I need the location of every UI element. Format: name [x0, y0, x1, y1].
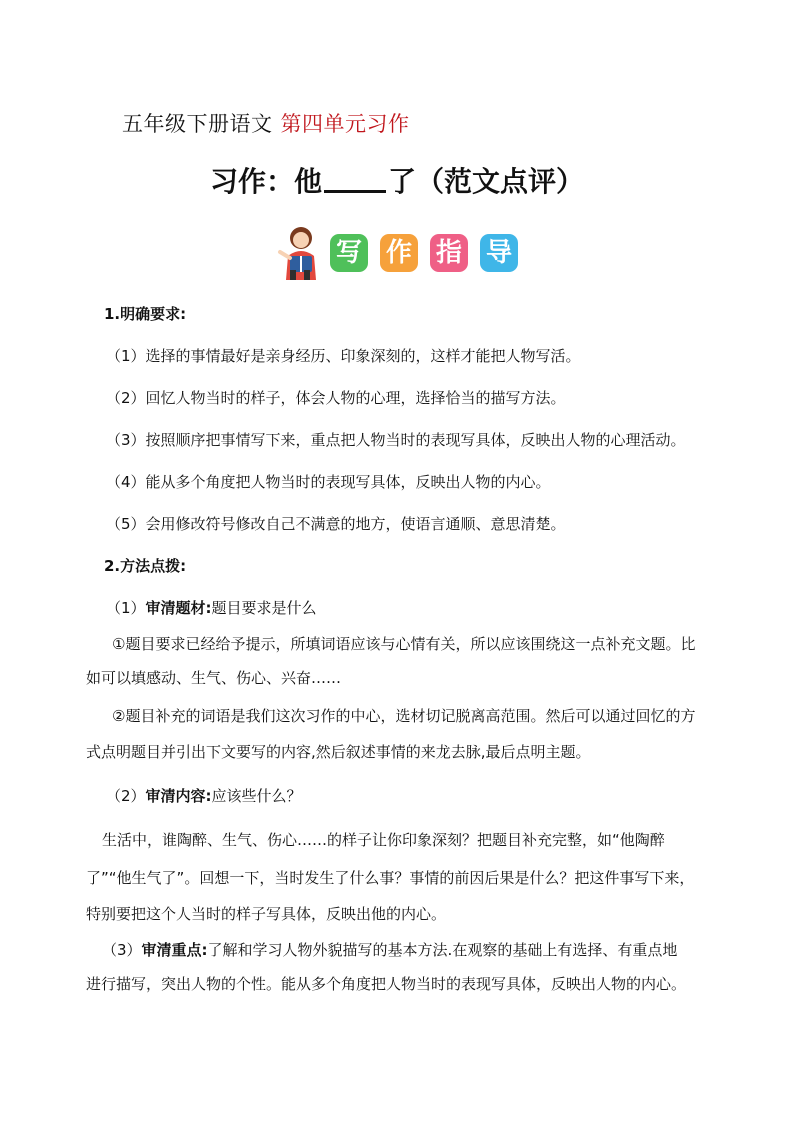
paragraph-line: 式点明题目并引出下文要写的内容,然后叙述事情的来龙去脉,最后点明主题。: [86, 743, 591, 761]
point-label: 审清题材:: [145, 599, 212, 617]
point-number: （2）: [106, 787, 146, 805]
requirement-item: （1）选择的事情最好是亲身经历、印象深刻的，这样才能把人物写活。: [106, 347, 581, 365]
method-point-1: [106, 598, 317, 618]
title-blank: [324, 189, 386, 193]
section1-heading: 1.明确要求:: [104, 305, 187, 323]
paragraph-line: 了”“他生气了”。回想一下，当时发生了什么事？事情的前因后果是什么？把这件事写下来，: [86, 869, 695, 887]
point-text: 应该些什么？: [211, 787, 302, 805]
point-label: 审清内容:: [145, 787, 212, 805]
point-text: 题目要求是什么: [211, 599, 317, 617]
paragraph-line: ②题目补充的词语是我们这次习作的中心，选材切记脱离高范围。然后可以通过回忆的方: [112, 707, 696, 725]
paragraph-line: 生活中，谁陶醉、生气、伤心……的样子让你印象深刻？把题目补充完整，如“他陶醉: [102, 831, 665, 849]
method-point-2: [106, 786, 302, 806]
writing-guide-banner: [276, 226, 526, 280]
requirement-item: （4）能从多个角度把人物当时的表现写具体，反映出人物的内心。: [106, 473, 551, 491]
paragraph-line: 如可以填感动、生气、伤心、兴奋……: [86, 669, 342, 687]
course-subtitle: [122, 108, 410, 138]
requirement-item: （3）按照顺序把事情写下来，重点把人物当时的表现写具体，反映出人物的心理活动。: [106, 431, 686, 449]
grade-label: 五年级下册语文: [122, 112, 273, 136]
unit-label: 第四单元习作: [280, 112, 410, 136]
point-text: 了解和学习人物外貌描写的基本方法.在观察的基础上有选择、有重点地: [207, 941, 678, 959]
title-suffix: 了（范文点评）: [388, 165, 585, 198]
point-label: 审清重点:: [141, 941, 208, 959]
tile-zuo: 作: [380, 234, 418, 272]
tile-zhi: 指: [430, 234, 468, 272]
paragraph-line: ①题目要求已经给予提示，所填词语应该与心情有关，所以应该围绕这一点补充文题。比: [112, 635, 696, 653]
point-number: （1）: [106, 599, 146, 617]
teacher-reading-icon: [276, 226, 326, 280]
paragraph-line: 特别要把这个人当时的样子写具体，反映出他的内心。: [86, 905, 447, 923]
method-point-3: [102, 940, 677, 960]
page-title: [0, 160, 794, 200]
point-number: （3）: [102, 941, 142, 959]
tile-dao: 导: [480, 234, 518, 272]
title-prefix: 习作：他: [209, 165, 322, 198]
requirement-item: （2）回忆人物当时的样子，体会人物的心理，选择恰当的描写方法。: [106, 389, 566, 407]
tile-xie: 写: [330, 234, 368, 272]
requirement-item: （5）会用修改符号修改自己不满意的地方，使语言通顺、意思清楚。: [106, 515, 566, 533]
section2-heading: 2.方法点拨:: [104, 557, 187, 575]
paragraph-line: 进行描写，突出人物的个性。能从多个角度把人物当时的表现写具体，反映出人物的内心。: [86, 975, 687, 993]
